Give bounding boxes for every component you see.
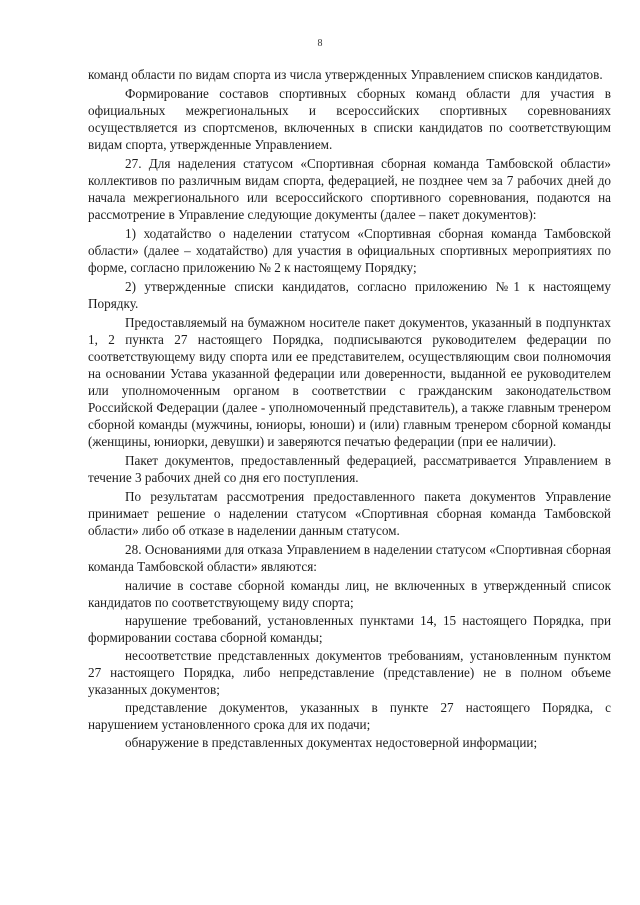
- paragraph-signing: Предоставляемый на бумажном носителе пакет документов, указанный в подпунктах 1, 2 пункта 27 настоящего Порядка, подписываются руководителем федерации по соответствующему виду спорта или ее представителем, осуществляющим свои полномочия на основании Устава указанной федерации или доверенности, выданной ее руководителем или уполномоченным органом в соответствии с гражданским законодательством Российской Федерации (далее - уполномоченный представитель), а также главным тренером сборной команды (мужчины, юниоры, юноши) и (или) главным тренером сборной команды (женщины, юниорки, девушки) и заверяются печатью федерации (при ее наличии).: [88, 315, 611, 449]
- page-number: 8: [317, 38, 323, 49]
- refusal-reason-unlisted-persons: наличие в составе сборной команды лиц, не включенных в утвержденный список кандидатов по соответствующему виду спорта;: [88, 578, 611, 610]
- refusal-reason-requirements-violation: нарушение требований, установленных пунктами 14, 15 настоящего Порядка, при формировании состава сборной команды;: [88, 613, 611, 645]
- paragraph-decision: По результатам рассмотрения предоставленного пакета документов Управление принимает решение о наделении статусом «Спортивная сборная команда Тамбовской области» либо об отказе в наделении данным статусом.: [88, 489, 611, 538]
- list-item-candidate-lists: 2) утвержденные списки кандидатов, согласно приложению №1 к настоящему Порядку.: [88, 279, 611, 311]
- refusal-reason-late-submission: представление документов, указанных в пункте 27 настоящего Порядка, с нарушением установленного срока для их подачи;: [88, 700, 611, 732]
- refusal-reason-false-information: обнаружение в представленных документах недостоверной информации;: [125, 735, 538, 750]
- paragraph-continuation: команд области по видам спорта из числа утвержденных Управлением списков кандидатов.: [88, 67, 603, 82]
- list-item-petition: 1) ходатайство о наделении статусом «Спортивная сборная команда Тамбовской области» (далее – ходатайство) для участия в официальных спортивных мероприятиях по форме, согласно приложению № 2 к настоящему Порядку;: [88, 226, 611, 275]
- paragraph-review-period: Пакет документов, предоставленный федерацией, рассматривается Управлением в течение 3 рабочих дней со дня его поступления.: [88, 453, 611, 485]
- document-body: [88, 66, 611, 752]
- paragraph-team-formation: Формирование составов спортивных сборных команд области для участия в официальных межрегиональных и всероссийских спортивных соревнованиях осуществляется из спортсменов, включенных в списки кандидатов по соответствующим видам спорта, утвержденные Управлением.: [88, 86, 611, 152]
- paragraph-clause-27: 27. Для наделения статусом «Спортивная сборная команда Тамбовской области» коллективов по различным видам спорта, федерацией, не позднее чем за 7 рабочих дней до начала межрегионального или всероссийского спортивного соревнования, подаются на рассмотрение в Управление следующие документы (далее – пакет документов):: [88, 156, 611, 222]
- paragraph-clause-28: 28. Основаниями для отказа Управлением в наделении статусом «Спортивная сборная команда Тамбовской области» являются:: [88, 542, 611, 574]
- refusal-reason-documents-mismatch: несоответствие представленных документов требованиям, установленным пунктом 27 настоящего Порядка, либо непредставление (представление) не в полном объеме указанных документов;: [88, 648, 611, 697]
